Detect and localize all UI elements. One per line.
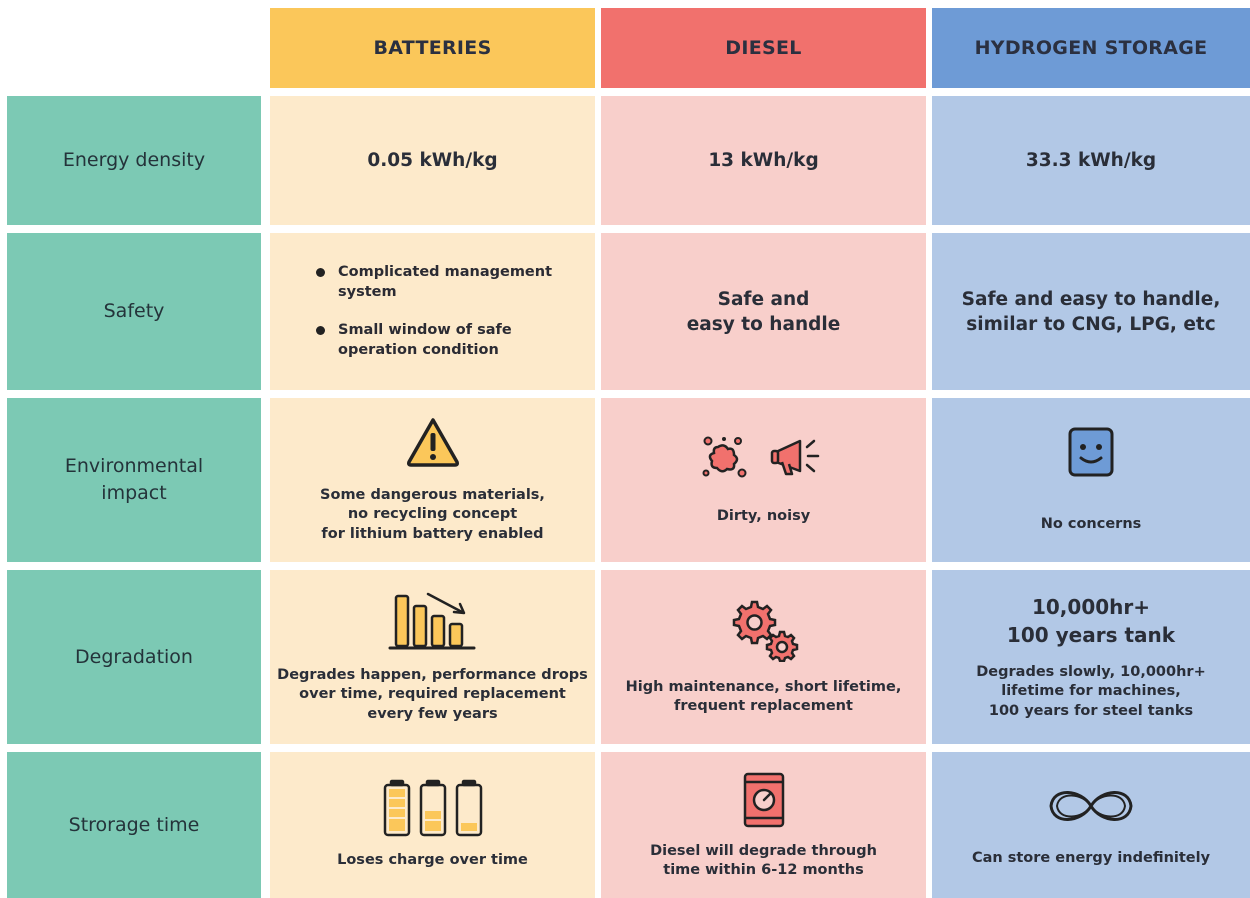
hydrogen-safety-line2: similar to CNG, LPG, etc bbox=[966, 313, 1216, 335]
row-label-environmental-impact bbox=[7, 398, 261, 562]
batteries-environmental-cell bbox=[270, 398, 595, 562]
batteries-storage-text: Loses charge over time bbox=[337, 852, 528, 869]
hydrogen-safety-line1: Safe and easy to handle, bbox=[961, 288, 1221, 310]
energy-density-label: Energy density bbox=[62, 149, 206, 171]
hydrogen-safety-cell bbox=[932, 233, 1250, 390]
splatter-icon bbox=[700, 433, 748, 481]
batteries-environmental-line2: no recycling concept bbox=[347, 506, 518, 523]
diesel-degradation-line1: High maintenance, short lifetime, bbox=[625, 678, 902, 695]
diesel-environmental-cell bbox=[601, 398, 926, 562]
batteries-energy-density-cell bbox=[270, 96, 595, 225]
battery-levels-icon bbox=[381, 779, 485, 837]
batteries-safety-cell bbox=[270, 233, 595, 390]
batteries-environmental-line3: for lithium battery enabled bbox=[321, 525, 544, 542]
gears-icon bbox=[726, 598, 802, 662]
diesel-safety-cell bbox=[601, 233, 926, 390]
diesel-header bbox=[601, 8, 926, 88]
declining-bar-chart-icon bbox=[388, 590, 478, 652]
row-label-energy-density bbox=[7, 96, 261, 225]
list-item: Small window of safe operation condition bbox=[316, 321, 588, 360]
storage-time-label: Strorage time bbox=[68, 813, 200, 836]
batteries-degradation-line1: Degrades happen, performance drops bbox=[277, 666, 588, 683]
hydrogen-header-label: HYDROGEN STORAGE bbox=[974, 37, 1208, 59]
diesel-header-label: DIESEL bbox=[725, 37, 802, 59]
diesel-environmental-icons bbox=[700, 433, 828, 481]
warning-triangle-icon bbox=[405, 416, 461, 468]
hydrogen-degradation-line2: lifetime for machines, bbox=[1001, 683, 1181, 700]
hydrogen-energy-density-value: 33.3 kWh/kg bbox=[1025, 150, 1157, 171]
hydrogen-degradation-line1: Degrades slowly, 10,000hr+ bbox=[976, 663, 1206, 680]
hydrogen-storage-text: Can store energy indefinitely bbox=[971, 850, 1211, 867]
batteries-safety-list bbox=[270, 263, 595, 360]
batteries-header-label: BATTERIES bbox=[373, 37, 492, 59]
batteries-degradation-line2: over time, required replacement bbox=[299, 686, 566, 703]
diesel-energy-density-value: 13 kWh/kg bbox=[708, 150, 819, 171]
fuel-barrel-gauge-icon bbox=[739, 770, 789, 830]
smiley-face-icon bbox=[1066, 425, 1116, 479]
hydrogen-environmental-cell bbox=[932, 398, 1250, 562]
diesel-storage-line1: Diesel will degrade through bbox=[650, 842, 877, 859]
degradation-label: Degradation bbox=[75, 645, 193, 668]
diesel-safety-line1: Safe and bbox=[717, 288, 810, 310]
batteries-storage-cell bbox=[270, 752, 595, 898]
diesel-energy-density-cell bbox=[601, 96, 926, 225]
diesel-degradation-line2: frequent replacement bbox=[674, 698, 853, 714]
batteries-header bbox=[270, 8, 595, 88]
infinity-icon bbox=[1043, 781, 1139, 831]
batteries-energy-density-value: 0.05 kWh/kg bbox=[367, 150, 498, 171]
row-label-safety bbox=[7, 233, 261, 390]
diesel-degradation-cell bbox=[601, 570, 926, 744]
diesel-storage-cell bbox=[601, 752, 926, 898]
diesel-environmental-text: Dirty, noisy bbox=[716, 508, 811, 525]
batteries-environmental-line1: Some dangerous materials, bbox=[320, 486, 545, 503]
hydrogen-degradation-cell bbox=[932, 570, 1250, 744]
hydrogen-header bbox=[932, 8, 1250, 88]
hydrogen-storage-cell bbox=[932, 752, 1250, 898]
environmental-label-line1: Environmental bbox=[64, 455, 204, 477]
row-label-degradation bbox=[7, 570, 261, 744]
batteries-degradation-cell bbox=[270, 570, 595, 744]
hydrogen-degradation-title2: 100 years tank bbox=[1006, 622, 1176, 647]
hydrogen-energy-density-cell bbox=[932, 96, 1250, 225]
diesel-safety-line2: easy to handle bbox=[686, 313, 841, 335]
safety-label: Safety bbox=[103, 300, 165, 322]
batteries-degradation-line3: every few years bbox=[367, 705, 498, 722]
hydrogen-environmental-text: No concerns bbox=[1040, 516, 1142, 533]
hydrogen-degradation-title1: 10,000hr+ bbox=[1031, 594, 1151, 619]
hydrogen-degradation-line3: 100 years for steel tanks bbox=[988, 702, 1194, 719]
environmental-label-line2: impact bbox=[101, 482, 167, 504]
row-label-storage-time bbox=[7, 752, 261, 898]
diesel-storage-line2: time within 6-12 months bbox=[663, 862, 864, 878]
megaphone-icon bbox=[770, 435, 828, 479]
list-item: Complicated management system bbox=[316, 263, 588, 302]
